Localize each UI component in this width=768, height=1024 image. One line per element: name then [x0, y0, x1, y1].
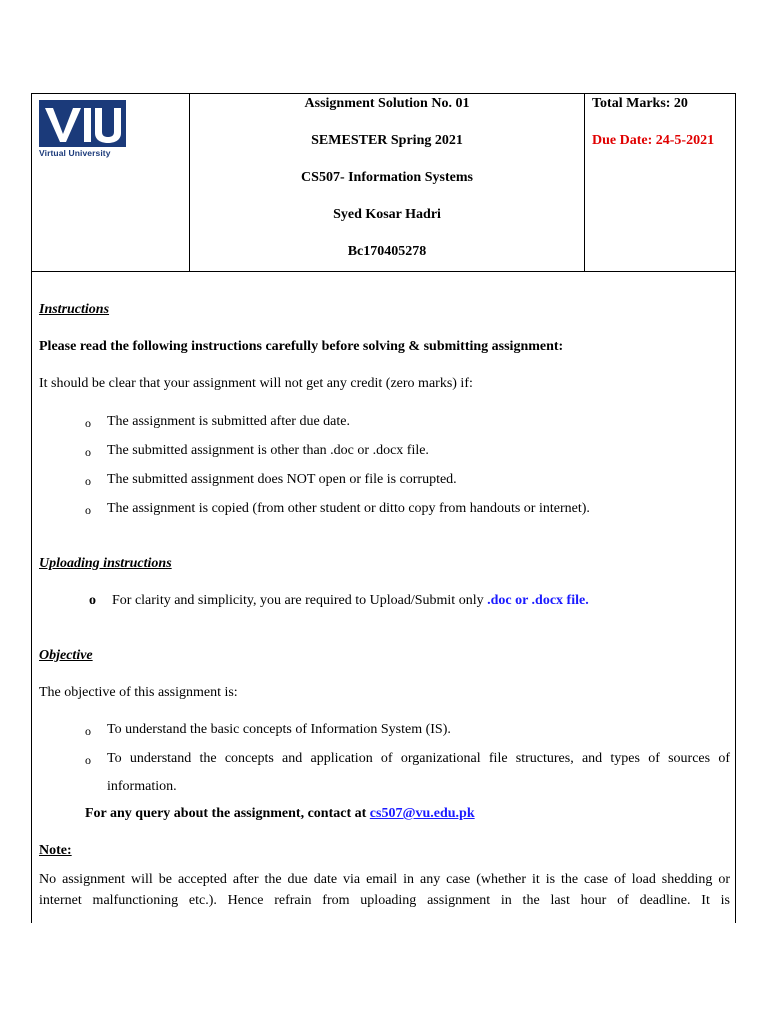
bullet-marker: o [85, 445, 91, 459]
query-text: For any query about the assignment, contact at [85, 806, 367, 821]
instructions-heading: Instructions [39, 302, 110, 317]
instruction-bullet: The submitted assignment is other than .doc or .docx file. [107, 443, 429, 458]
note-heading: Note: [39, 843, 72, 858]
logo-text: Virtual University [39, 148, 111, 158]
title-cell [190, 94, 585, 271]
bullet-marker: o [85, 724, 91, 738]
instructions-intro: It should be clear that your assignment will not get any credit (zero marks) if: [39, 376, 473, 391]
assignment-title: Assignment Solution No. 01 [304, 96, 470, 111]
query-line [85, 806, 475, 822]
bullet-marker: o [89, 593, 96, 608]
due-date: Due Date: 24-5-2021 [592, 133, 715, 148]
vu-logo [39, 100, 126, 147]
instruction-bullet: The assignment is copied (from other student or ditto copy from handouts or internet). [107, 501, 590, 516]
bullet-marker: o [85, 416, 91, 430]
objective-bullet: To understand the basic concepts of Information System (IS). [107, 722, 451, 737]
contact-email-link[interactable]: cs507@vu.edu.pk [369, 806, 475, 821]
instruction-bullet: The assignment is submitted after due date. [107, 414, 350, 429]
total-marks: Total Marks: 20 [592, 96, 688, 111]
note-line: internet malfunctioning etc.). Hence refrain from uploading assignment in the last hour of deadline. It is [39, 893, 730, 908]
objective-bullet: To understand the concepts and application of organizational file structures, and types of sources of [107, 751, 730, 766]
assignment-frame [31, 93, 736, 923]
course-label: CS507- Information Systems [301, 170, 473, 185]
student-name: Syed Kosar Hadri [333, 207, 441, 222]
uploading-heading: Uploading instructions [39, 556, 172, 571]
header-table [32, 94, 735, 272]
bullet-marker: o [85, 503, 91, 517]
bullet-marker: o [85, 474, 91, 488]
instruction-bullet: The submitted assignment does NOT open or file is corrupted. [107, 472, 457, 487]
objective-heading: Objective [39, 648, 93, 663]
file-type-highlight: .doc or .docx file. [487, 593, 589, 608]
bullet-marker: o [85, 753, 91, 767]
marks-cell [585, 94, 735, 271]
semester-label: SEMESTER Spring 2021 [311, 133, 463, 148]
objective-bullet-continuation: information. [107, 779, 177, 794]
uploading-text [112, 593, 589, 609]
uploading-sentence: For clarity and simplicity, you are required to Upload/Submit only [112, 593, 484, 608]
objective-intro: The objective of this assignment is: [39, 685, 238, 700]
note-line: No assignment will be accepted after the due date via email in any case (whether it is the case of load shedding or [39, 872, 730, 887]
instructions-lead: Please read the following instructions carefully before solving & submitting assignment: [39, 339, 564, 354]
student-id: Bc170405278 [347, 244, 427, 259]
logo-cell [32, 94, 190, 271]
